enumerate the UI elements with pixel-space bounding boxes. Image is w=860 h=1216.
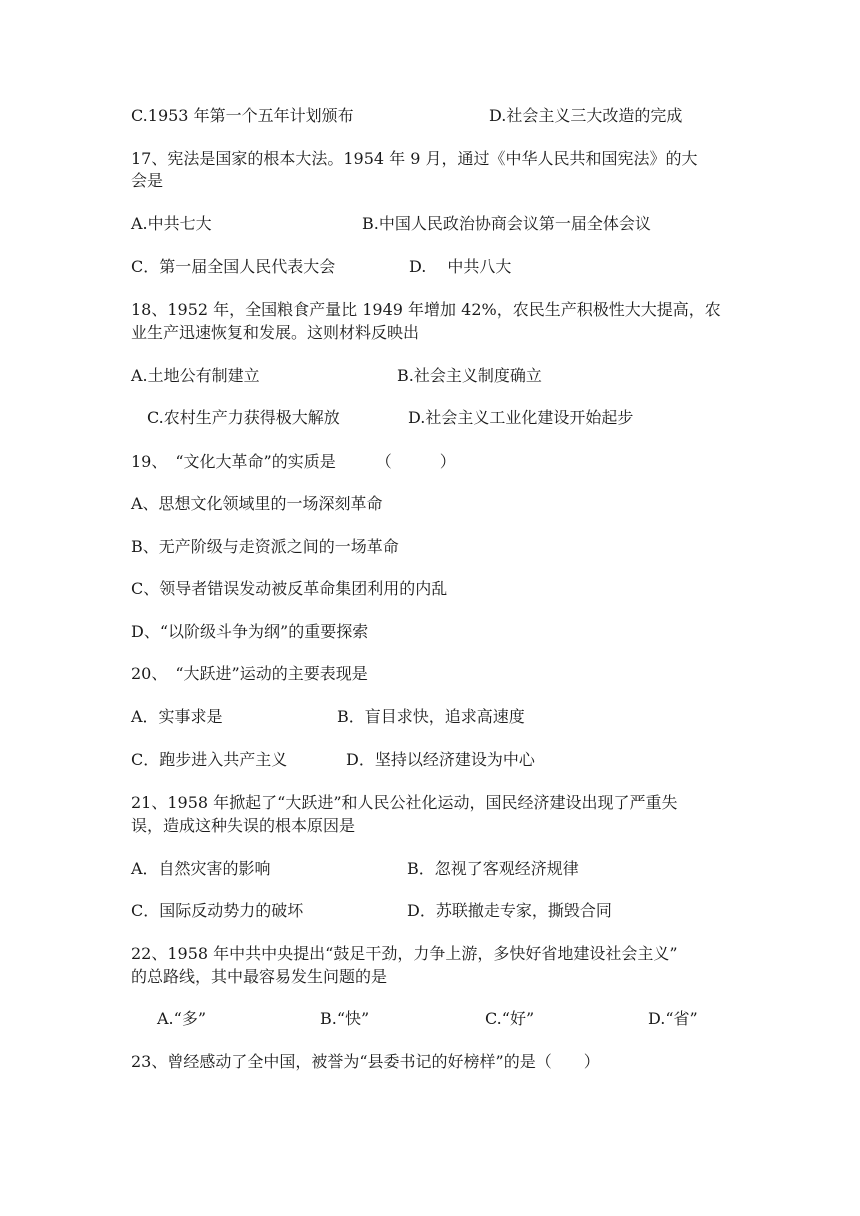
q23-stem: 23、曾经感动了全中国，被誉为“县委书记的好榜样”的是（ ） (131, 1052, 600, 1071)
q18-option-c: C.农村生产力获得极大解放 (147, 408, 340, 427)
q21-option-b: B．忽视了客观经济规律 (407, 859, 579, 878)
q16-option-d: D.社会主义三大改造的完成 (489, 106, 683, 125)
q17-stem-line1: 17、宪法是国家的根本大法。1954 年 9 月，通过《中华人民共和国宪法》的大 (131, 149, 698, 168)
q20-option-c: C．跑步进入共产主义 (131, 750, 288, 769)
q17-option-b: B.中国人民政治协商会议第一届全体会议 (362, 214, 651, 233)
q21-stem-line2: 误，造成这种失误的根本原因是 (131, 816, 356, 835)
q18-stem-line1: 18、1952 年，全国粮食产量比 1949 年增加 42%，农民生产积极性大大提高，农 (131, 300, 721, 319)
q22-option-c: C.“好” (485, 1009, 535, 1028)
q18-option-b: B.社会主义制度确立 (397, 366, 542, 385)
q21-option-a: A．自然灾害的影响 (131, 859, 271, 878)
q21-option-d: D．苏联撤走专家，撕毁合同 (407, 901, 612, 920)
q22-option-a: A.“多” (157, 1009, 207, 1028)
q18-stem-line2: 业生产迅速恢复和发展。这则材料反映出 (131, 323, 420, 342)
q22-option-d: D.“省” (648, 1009, 698, 1028)
q21-option-c: C．国际反动势力的破坏 (131, 901, 304, 920)
q19-option-a: A、思想文化领域里的一场深刻革命 (131, 494, 383, 513)
q21-stem-line1: 21、1958 年掀起了“大跃进”和人民公社化运动，国民经济建设出现了严重失 (131, 793, 678, 812)
q19-option-c: C、领导者错误发动被反革命集团利用的内乱 (131, 579, 448, 598)
q18-option-a: A.土地公有制建立 (131, 366, 260, 385)
q22-option-b: B.“快” (320, 1009, 370, 1028)
q19-stem: 19、 “文化大革命”的实质是 （ ） (131, 452, 456, 471)
q20-stem: 20、 “大跃进”运动的主要表现是 (131, 664, 368, 683)
q19-option-b: B、无产阶级与走资派之间的一场革命 (131, 537, 399, 556)
q17-option-d: D. 中共八大 (409, 257, 512, 276)
q17-option-c: C．第一届全国人民代表大会 (131, 257, 336, 276)
q19-option-d: D、“以阶级斗争为纲”的重要探索 (131, 622, 369, 641)
q20-option-b: B．盲目求快，追求高速度 (337, 707, 525, 726)
q20-option-a: A．实事求是 (131, 707, 223, 726)
q22-stem-line1: 22、1958 年中共中央提出“鼓足干劲，力争上游，多快好省地建设社会主义” (131, 944, 678, 963)
q16-option-c: C.1953 年第一个五年计划颁布 (131, 106, 354, 125)
q17-stem-line2: 会是 (131, 171, 164, 190)
q22-stem-line2: 的总路线，其中最容易发生问题的是 (131, 967, 388, 986)
q18-option-d: D.社会主义工业化建设开始起步 (408, 408, 634, 427)
q17-option-a: A.中共七大 (131, 214, 212, 233)
q20-option-d: D．坚持以经济建设为中心 (346, 750, 535, 769)
